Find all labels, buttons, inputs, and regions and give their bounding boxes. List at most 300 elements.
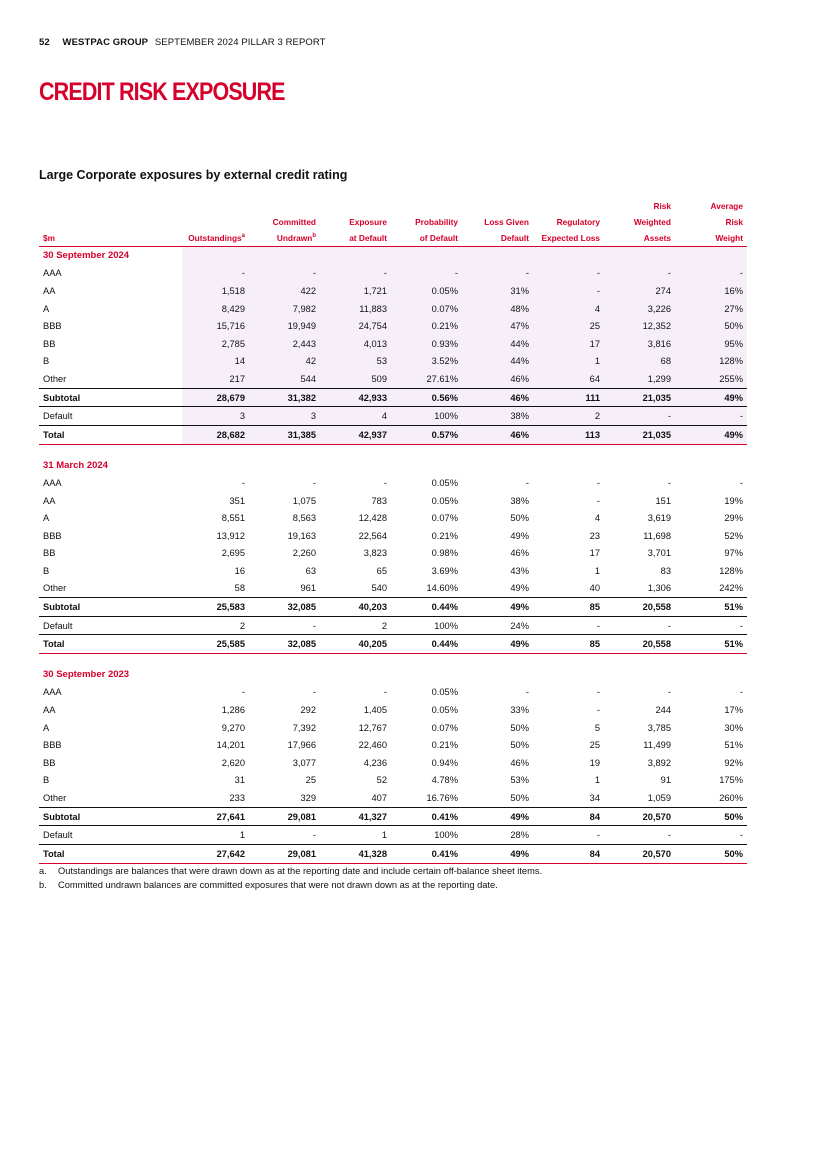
row-label: Total <box>39 845 182 864</box>
spacer-row <box>39 654 747 667</box>
table-cell: 42,933 <box>320 388 391 407</box>
table-cell: - <box>533 282 604 300</box>
table-cell: 783 <box>371 495 387 506</box>
table-cell: 0.05% <box>431 687 458 698</box>
table-cell: 46% <box>510 548 529 559</box>
table-cell: 31% <box>462 282 533 300</box>
table-row <box>39 474 747 492</box>
table-row <box>39 317 747 335</box>
row-label: B <box>43 565 50 576</box>
period-label: 31 March 2024 <box>43 459 108 471</box>
spacer-row <box>39 444 747 457</box>
table-cell: 25,585 <box>182 635 249 654</box>
row-label: Default <box>39 407 182 426</box>
table-cell: 16.76% <box>426 793 458 804</box>
table-cell: 2 <box>533 407 604 426</box>
row-label: B <box>43 775 50 786</box>
table-cell: 3,619 <box>647 513 671 524</box>
table-cell: 15,716 <box>182 317 249 335</box>
table-cell: - <box>312 687 316 698</box>
table-cell: 9,270 <box>221 722 245 733</box>
table-cell: 113 <box>533 425 604 444</box>
row-label: A <box>43 513 50 524</box>
table-cell: 540 <box>371 583 387 594</box>
table-cell: 17 <box>589 548 600 559</box>
table-cell: 41,327 <box>320 807 391 826</box>
table-cell: 260% <box>719 793 743 804</box>
table-cell: 20,558 <box>604 635 675 654</box>
table-cell: 8,563 <box>292 513 316 524</box>
section-title: CREDIT RISK EXPOSURE <box>39 78 285 106</box>
table-cell: 91 <box>660 775 671 786</box>
table-cell: 17% <box>724 705 743 716</box>
table-row <box>39 719 747 737</box>
table-cell: - <box>533 826 604 845</box>
table-cell: 0.05% <box>431 705 458 716</box>
table-cell: 27,641 <box>182 807 249 826</box>
table-cell: 274 <box>604 282 675 300</box>
table-cell: 19% <box>724 495 743 506</box>
table-row <box>39 265 747 283</box>
row-label: AAA <box>43 268 62 279</box>
table-cell: 2,785 <box>182 335 249 353</box>
table-cell: 19,163 <box>287 530 316 541</box>
table-cell: - <box>604 407 675 426</box>
table-cell: 1 <box>594 775 600 786</box>
table-cell: 2,695 <box>221 548 245 559</box>
table-cell: 46% <box>462 425 533 444</box>
table-cell: 84 <box>533 845 604 864</box>
table-cell: 28,679 <box>182 388 249 407</box>
table-cell: 3,816 <box>604 335 675 353</box>
table-cell: 4 <box>320 407 391 426</box>
table-row <box>39 789 747 807</box>
footnote: a. Outstandings are balances that were drawn down as at the reporting date and include certain off-balance sheet items. <box>39 866 543 876</box>
table-cell: 0.05% <box>431 477 458 488</box>
table-cell: 3,823 <box>363 548 387 559</box>
period-header-row <box>39 666 747 684</box>
table-header <box>39 198 747 247</box>
table-row <box>39 335 747 353</box>
table-cell: 0.21% <box>431 530 458 541</box>
table-cell: - <box>525 477 529 488</box>
period-label: 30 September 2023 <box>43 669 130 681</box>
table-cell: 20,558 <box>604 598 675 617</box>
table-cell: 1,286 <box>221 705 245 716</box>
table-cell: 20,570 <box>604 807 675 826</box>
table-cell: 52% <box>724 530 743 541</box>
subtotal-row <box>39 598 747 617</box>
row-label: Other <box>43 793 67 804</box>
table-cell: 509 <box>320 370 391 388</box>
footnote: b. Committed undrawn balances are committed exposures that were not drawn down as at the reporting date. <box>39 879 498 890</box>
table-cell: 95% <box>675 335 747 353</box>
table-cell: 3,785 <box>647 722 671 733</box>
table-row <box>39 370 747 388</box>
table-cell: 92% <box>724 757 743 768</box>
table-cell: 50% <box>675 845 747 864</box>
table-cell: 31,382 <box>249 388 320 407</box>
table-cell: 31 <box>234 775 245 786</box>
table-row <box>39 754 747 772</box>
table-row <box>39 282 747 300</box>
page-number: 52 <box>39 37 50 48</box>
table-cell: 0.41% <box>391 807 462 826</box>
row-label: BB <box>43 338 56 349</box>
table-cell: 19,949 <box>249 317 320 335</box>
table-cell: 14,201 <box>216 740 245 751</box>
table-row <box>39 616 747 635</box>
table-cell: 0.21% <box>431 740 458 751</box>
table-cell: - <box>533 616 604 635</box>
table-cell: 422 <box>249 282 320 300</box>
table-cell: 21,035 <box>604 388 675 407</box>
table-cell: 50% <box>510 793 529 804</box>
table-cell: - <box>596 477 600 488</box>
table-cell: 49% <box>510 530 529 541</box>
row-label: BBB <box>43 321 62 332</box>
row-label: AA <box>43 285 56 296</box>
table-cell: 25,583 <box>182 598 249 617</box>
table-cell: 25 <box>533 317 604 335</box>
table-cell: - <box>739 477 743 488</box>
table-cell: 961 <box>300 583 316 594</box>
table-cell: 14.60% <box>426 583 458 594</box>
table-cell: 0.21% <box>391 317 462 335</box>
table-cell: 0.07% <box>431 722 458 733</box>
table-cell: 3.52% <box>391 353 462 371</box>
table-cell: 8,551 <box>221 513 245 524</box>
table-cell: - <box>249 826 320 845</box>
table-cell: 4,013 <box>320 335 391 353</box>
table-cell: 49% <box>462 845 533 864</box>
subtotal-row <box>39 388 747 407</box>
table-cell: 49% <box>462 635 533 654</box>
org-name: WESTPAC GROUP <box>62 37 149 48</box>
table-cell: 44% <box>462 353 533 371</box>
table-cell: 47% <box>462 317 533 335</box>
table-cell: 27.61% <box>391 370 462 388</box>
table-cell: 49% <box>675 388 747 407</box>
table-row <box>39 580 747 598</box>
table-cell: 32,085 <box>249 635 320 654</box>
table-cell: 41,328 <box>320 845 391 864</box>
table-cell: 50% <box>675 807 747 826</box>
row-label: BBB <box>43 740 62 751</box>
col-header-ead: Exposure at Default <box>320 198 391 247</box>
table-cell: 52 <box>376 775 387 786</box>
row-label: BB <box>43 757 56 768</box>
table-cell: 50% <box>510 513 529 524</box>
table-cell: 1 <box>533 353 604 371</box>
table-cell: 42 <box>249 353 320 371</box>
table-cell: 14 <box>182 353 249 371</box>
table-cell: 33% <box>510 705 529 716</box>
col-header-lgd: Loss Given Default <box>462 198 533 247</box>
col-header-regulatory-el: Regulatory Expected Loss <box>533 198 604 247</box>
table-cell: 0.41% <box>391 845 462 864</box>
table-cell: 0.93% <box>391 335 462 353</box>
table-cell: 11,698 <box>643 530 671 541</box>
footnotes <box>39 865 542 892</box>
table-cell: - <box>312 477 316 488</box>
table-cell: 1,721 <box>320 282 391 300</box>
table-cell: 22,460 <box>358 740 387 751</box>
row-label: Other <box>43 373 67 384</box>
row-label: Default <box>39 826 182 845</box>
table-cell: 85 <box>533 598 604 617</box>
table-cell: 38% <box>462 407 533 426</box>
period-section <box>39 247 747 445</box>
table-cell: - <box>675 616 747 635</box>
row-label: Subtotal <box>39 388 182 407</box>
table-cell: 51% <box>724 740 743 751</box>
row-label: Subtotal <box>39 807 182 826</box>
table-cell: 3,226 <box>604 300 675 318</box>
table-cell: - <box>604 826 675 845</box>
table-row <box>39 407 747 426</box>
table-cell: 50% <box>510 722 529 733</box>
table-cell: 19 <box>589 757 600 768</box>
table-cell: 46% <box>462 388 533 407</box>
table-cell: 0.44% <box>391 598 462 617</box>
table-cell: 0.94% <box>431 757 458 768</box>
table-row <box>39 701 747 719</box>
table-cell: 351 <box>229 495 245 506</box>
table-cell: - <box>604 265 675 283</box>
table-cell: 17 <box>533 335 604 353</box>
table-cell: - <box>241 687 245 698</box>
total-row <box>39 635 747 654</box>
table-cell: - <box>525 687 529 698</box>
table-cell: 100% <box>391 616 462 635</box>
col-header-rwa: Risk Weighted Assets <box>604 198 675 247</box>
table-cell: 407 <box>371 793 387 804</box>
table-cell: - <box>320 265 391 283</box>
table-cell: - <box>383 477 387 488</box>
table-cell: 58 <box>234 583 245 594</box>
exposure-table <box>39 198 747 864</box>
row-label: AAA <box>43 687 62 698</box>
table-cell: 544 <box>249 370 320 388</box>
table-row <box>39 353 747 371</box>
table-cell: 3 <box>249 407 320 426</box>
table-cell: 40,203 <box>320 598 391 617</box>
table-title: Large Corporate exposures by external credit rating <box>39 168 348 182</box>
table-row <box>39 527 747 545</box>
table-cell: - <box>596 705 600 716</box>
table-cell: 2,443 <box>249 335 320 353</box>
table-cell: 1,075 <box>292 495 316 506</box>
row-label: B <box>43 356 50 367</box>
col-header-committed-undrawn: Committed Undrawn$^b$ <box>249 198 320 247</box>
table-cell: 329 <box>300 793 316 804</box>
table-cell: 48% <box>462 300 533 318</box>
table-cell: 1 <box>182 826 249 845</box>
table-cell: 38% <box>510 495 529 506</box>
table-cell: 0.07% <box>391 300 462 318</box>
table-cell: 25 <box>305 775 316 786</box>
col-header-outstandings: Outstandings$^a$ <box>182 198 249 247</box>
row-label: A <box>43 303 50 314</box>
table-cell: 29,081 <box>249 807 320 826</box>
table-cell: 85 <box>533 635 604 654</box>
table-cell: 3,892 <box>647 757 671 768</box>
row-label: AAA <box>43 477 62 488</box>
table-cell: 175% <box>719 775 743 786</box>
table-cell: 83 <box>660 565 671 576</box>
table-cell: 128% <box>675 353 747 371</box>
table-cell: 40 <box>589 583 600 594</box>
table-cell: 24,754 <box>320 317 391 335</box>
table-cell: 21,035 <box>604 425 675 444</box>
table-cell: - <box>249 265 320 283</box>
table-cell: 151 <box>655 495 671 506</box>
table-cell: 2 <box>320 616 391 635</box>
table-cell: 0.07% <box>431 513 458 524</box>
table-cell: 12,767 <box>358 722 387 733</box>
row-label: Other <box>43 583 67 594</box>
table-cell: 100% <box>391 407 462 426</box>
table-cell: 233 <box>229 793 245 804</box>
row-label: A <box>43 722 50 733</box>
table-cell: 29,081 <box>249 845 320 864</box>
table-cell: 8,429 <box>182 300 249 318</box>
row-label: Default <box>39 616 182 635</box>
table-cell: 44% <box>462 335 533 353</box>
table-cell: - <box>667 477 671 488</box>
period-header-row <box>39 247 747 265</box>
table-cell: 31,385 <box>249 425 320 444</box>
table-cell: 16% <box>675 282 747 300</box>
table-cell: 0.98% <box>431 548 458 559</box>
table-cell: 3.69% <box>431 565 458 576</box>
table-cell: 1,405 <box>363 705 387 716</box>
table-row <box>39 826 747 845</box>
table-row <box>39 300 747 318</box>
row-label: BBB <box>43 530 62 541</box>
subtotal-row <box>39 807 747 826</box>
table-cell: 16 <box>234 565 245 576</box>
table-row <box>39 736 747 754</box>
table-cell: 0.05% <box>431 495 458 506</box>
table-cell: 97% <box>724 548 743 559</box>
table-cell: 4 <box>533 300 604 318</box>
table-cell: 12,428 <box>358 513 387 524</box>
table-cell: 0.44% <box>391 635 462 654</box>
table-cell: 29% <box>724 513 743 524</box>
table-cell: - <box>182 265 249 283</box>
table-cell: 292 <box>300 705 316 716</box>
table-cell: 217 <box>182 370 249 388</box>
table-cell: 11,883 <box>320 300 391 318</box>
table-cell: - <box>604 616 675 635</box>
table-cell: 25 <box>589 740 600 751</box>
period-section <box>39 654 747 864</box>
table-cell: - <box>675 407 747 426</box>
table-cell: 24% <box>462 616 533 635</box>
table-cell: 84 <box>533 807 604 826</box>
period-header-row <box>39 457 747 475</box>
table-cell: 65 <box>376 565 387 576</box>
table-cell: - <box>241 477 245 488</box>
page-header <box>39 37 326 48</box>
row-label: Total <box>39 425 182 444</box>
table-cell: 4.78% <box>431 775 458 786</box>
period-section <box>39 444 747 654</box>
table-cell: - <box>667 687 671 698</box>
table-cell: 11,499 <box>643 740 671 751</box>
row-label: Total <box>39 635 182 654</box>
table-cell: 17,966 <box>287 740 316 751</box>
table-cell: 28% <box>462 826 533 845</box>
table-cell: 51% <box>675 598 747 617</box>
table-cell: 4,236 <box>363 757 387 768</box>
table-cell: 242% <box>719 583 743 594</box>
col-header-category: $m <box>39 198 182 247</box>
period-label: 30 September 2024 <box>43 250 130 262</box>
table-cell: - <box>462 265 533 283</box>
table-cell: 255% <box>675 370 747 388</box>
table-row <box>39 492 747 510</box>
table-cell: 50% <box>675 317 747 335</box>
table-cell: 30% <box>724 722 743 733</box>
table-cell: 1 <box>320 826 391 845</box>
table-cell: 32,085 <box>249 598 320 617</box>
table-cell: 49% <box>462 807 533 826</box>
table-cell: - <box>383 687 387 698</box>
report-name: SEPTEMBER 2024 PILLAR 3 REPORT <box>154 37 326 48</box>
table-cell: 2,260 <box>292 548 316 559</box>
table-cell: 46% <box>462 370 533 388</box>
table-cell: 1,299 <box>604 370 675 388</box>
table-cell: 28,682 <box>182 425 249 444</box>
table-cell: 49% <box>510 583 529 594</box>
total-row <box>39 845 747 864</box>
table-cell: 100% <box>391 826 462 845</box>
table-cell: 13,912 <box>216 530 245 541</box>
table-row <box>39 509 747 527</box>
table-cell: 4 <box>594 513 600 524</box>
table-cell: 53% <box>510 775 529 786</box>
table-cell: 42,937 <box>320 425 391 444</box>
table-cell: - <box>675 826 747 845</box>
row-label: Subtotal <box>39 598 182 617</box>
total-row <box>39 425 747 444</box>
row-label: AA <box>43 495 56 506</box>
table-cell: 34 <box>589 793 600 804</box>
table-cell: 0.05% <box>391 282 462 300</box>
table-cell: 20,570 <box>604 845 675 864</box>
table-cell: - <box>249 616 320 635</box>
table-cell: 63 <box>305 565 316 576</box>
table-row <box>39 545 747 563</box>
table-cell: 111 <box>533 388 604 407</box>
table-cell: 40,205 <box>320 635 391 654</box>
table-cell: 27,642 <box>182 845 249 864</box>
table-cell: 1 <box>594 565 600 576</box>
table-cell: 23 <box>589 530 600 541</box>
table-cell: 1,306 <box>647 583 671 594</box>
table-cell: 1,518 <box>182 282 249 300</box>
col-header-pd: Probability of Default <box>391 198 462 247</box>
col-header-avg-risk-weight: Average Risk Weight <box>675 198 747 247</box>
table-cell: 49% <box>462 598 533 617</box>
table-cell: 50% <box>510 740 529 751</box>
table-cell: 53 <box>320 353 391 371</box>
table-cell: 3 <box>182 407 249 426</box>
table-cell: 244 <box>655 705 671 716</box>
